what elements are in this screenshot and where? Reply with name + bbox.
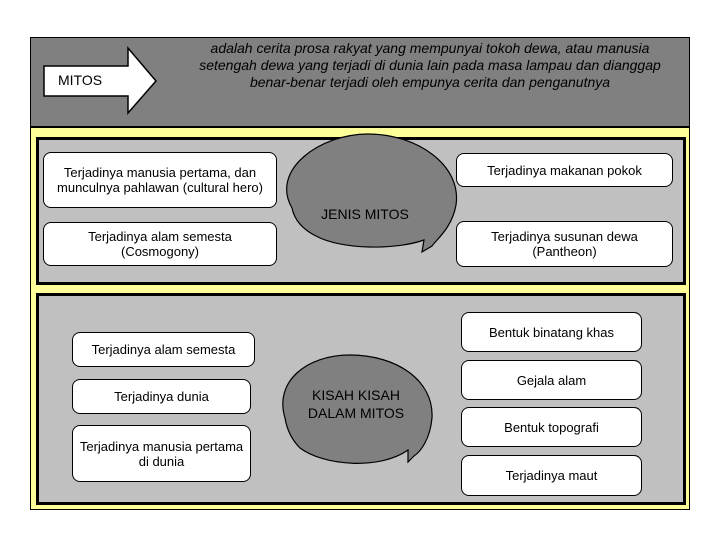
kisah-item-manusia-pertama: Terjadinya manusia pertama di dunia (72, 425, 251, 482)
kisah-item-topografi: Bentuk topografi (461, 407, 642, 447)
kisah-mitos-title: KISAH KISAH DALAM MITOS (307, 387, 405, 421)
jenis-item-makanan-pokok: Terjadinya makanan pokok (456, 153, 673, 187)
kisah-item-gejala-alam: Gejala alam (461, 360, 642, 400)
jenis-mitos-title: JENIS MITOS (321, 206, 409, 222)
kisah-item-dunia: Terjadinya dunia (72, 379, 251, 414)
mitos-definition: adalah cerita prosa rakyat yang mempunyai tokoh dewa, atau manusia setengah dewa yang terjadi di dunia lain pada masa lampau dan dianggap benar-benar terjadi oleh empunya cerita dan penganutnya (199, 40, 661, 90)
jenis-item-manusia-pertama: Terjadinya manusia pertama, dan munculnya pahlawan (cultural hero) (43, 152, 277, 208)
jenis-item-alam-semesta: Terjadinya alam semesta (Cosmogony) (43, 222, 277, 266)
kisah-item-alam-semesta: Terjadinya alam semesta (72, 332, 255, 367)
mitos-label: MITOS (58, 72, 103, 88)
kisah-item-binatang-khas: Bentuk binatang khas (461, 312, 642, 352)
jenis-item-susunan-dewa: Terjadinya susunan dewa (Pantheon) (456, 221, 673, 267)
kisah-item-maut: Terjadinya maut (461, 455, 642, 496)
